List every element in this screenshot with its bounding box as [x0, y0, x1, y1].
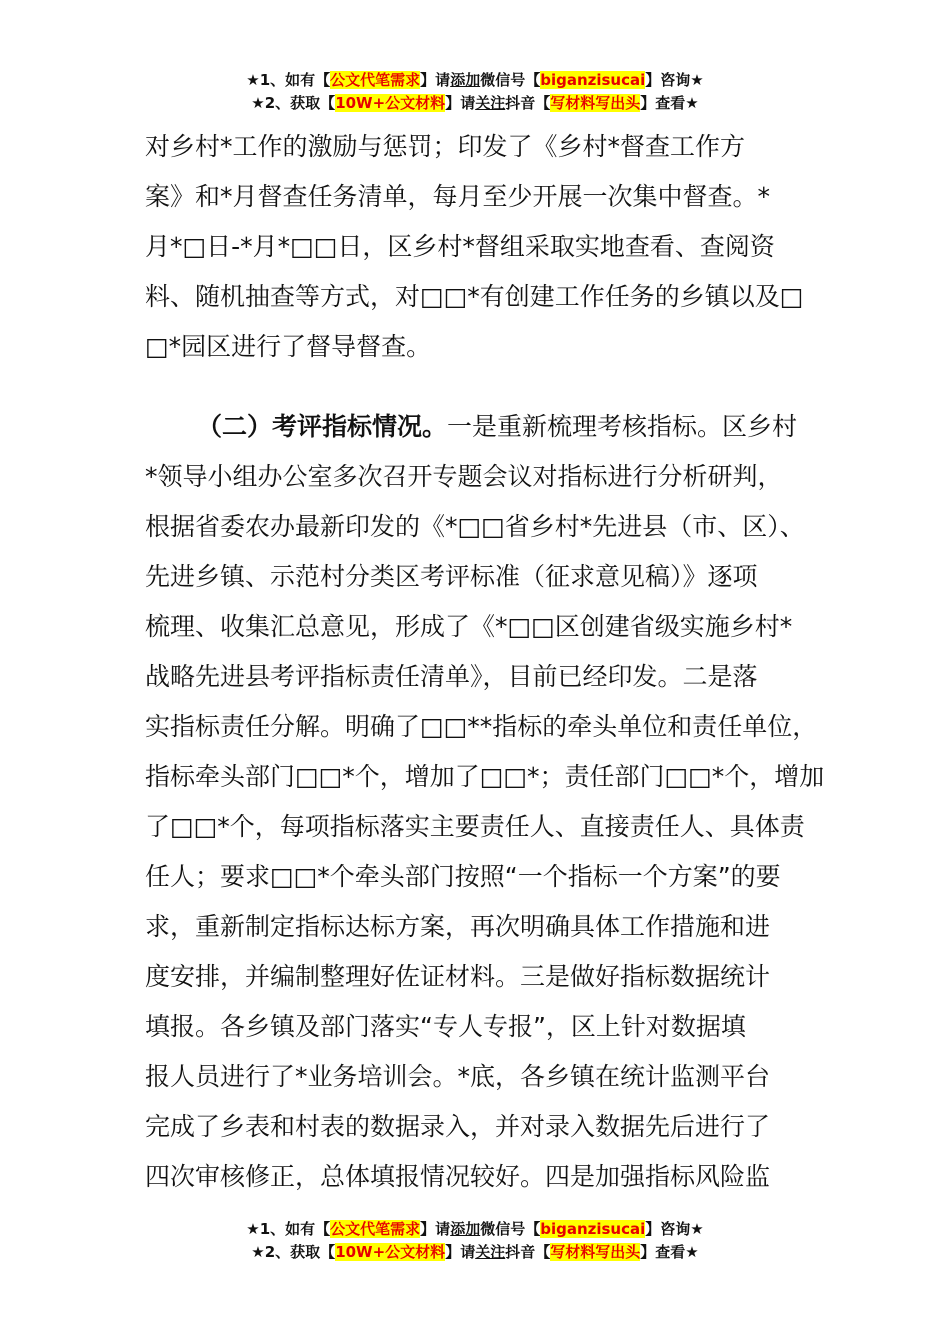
text-line: 梳理、收集汇总意见，形成了《*□□区创建省级实施乡村* [145, 612, 793, 641]
banner-text: 抖音【 [505, 94, 551, 112]
banner-text: 】咨询★ [645, 1220, 704, 1238]
banner-text: 】咨询★ [645, 71, 704, 89]
banner-underlined: 添加 [450, 1220, 481, 1238]
banner-text: 】请 [420, 71, 451, 89]
banner-text: 】查看★ [640, 1243, 699, 1261]
banner-text: ★1、如有【 [246, 1220, 331, 1238]
banner-text: 】请 [445, 1243, 476, 1261]
banner-text: 】请 [445, 94, 476, 112]
banner-underlined: 添加 [450, 71, 481, 89]
document-body [145, 122, 825, 1202]
banner-text: ★2、获取【 [251, 1243, 336, 1261]
text-line: 实指标责任分解。明确了□□**指标的牵头单位和责任单位， [145, 712, 818, 741]
text-line: 战略先进县考评指标责任清单》，目前已经印发。二是落 [145, 662, 758, 691]
banner-line-2 [0, 92, 950, 115]
text-line: 了□□*个，每项指标落实主要责任人、直接责任人、具体责 [145, 812, 805, 841]
banner-text: 抖音【 [505, 1243, 551, 1261]
banner-text: ★2、获取【 [251, 94, 336, 112]
banner-text: ★1、如有【 [246, 71, 331, 89]
text-line: 求，重新制定指标达标方案，再次明确具体工作措施和进 [145, 912, 771, 941]
banner-highlight: 10W+公文材料 [335, 1243, 446, 1261]
banner-highlight: 10W+公文材料 [335, 94, 446, 112]
header-banner [0, 69, 950, 115]
text-line: □*园区进行了督导督查。 [145, 332, 432, 361]
banner-text: 微信号【 [480, 71, 541, 89]
text-line-first [145, 402, 825, 452]
banner-highlight: 公文代笔需求 [330, 1220, 421, 1238]
text-line: 完成了乡表和村表的数据录入，并对录入数据先后进行了 [145, 1112, 771, 1141]
banner-underlined: 关注 [475, 94, 506, 112]
banner-highlight: 写材料写出头 [550, 94, 641, 112]
text-line: 案》和*月督查任务清单，每月至少开展一次集中督查。* [145, 182, 771, 211]
banner-underlined: 关注 [475, 1243, 506, 1261]
banner-highlight: 写材料写出头 [550, 1243, 641, 1261]
section-heading: （二）考评指标情况。 [197, 412, 448, 441]
banner-text: 】请 [420, 1220, 451, 1238]
banner-line-1 [0, 69, 950, 92]
text-line: 报人员进行了*业务培训会。*底，各乡镇在统计监测平台 [145, 1062, 771, 1091]
text-line: 先进乡镇、示范村分类区考评标准（征求意见稿）》逐项 [145, 562, 758, 591]
banner-text: 微信号【 [480, 1220, 541, 1238]
text-run: 一是重新梳理考核指标。区乡村 [447, 412, 798, 441]
text-line: 任人；要求□□*个牵头部门按照“一个指标一个方案”的要 [145, 862, 781, 891]
text-line: 四次审核修正，总体填报情况较好。四是加强指标风险监 [145, 1162, 771, 1191]
text-line: 料、随机抽查等方式，对□□*有创建工作任务的乡镇以及□ [145, 282, 804, 311]
paragraph-1 [145, 122, 825, 372]
text-line: 月*□日-*月*□□日，区乡村*督组采取实地查看、查阅资 [145, 232, 775, 261]
text-line: 根据省委农办最新印发的《*□□省乡村*先进县（市、区）、 [145, 512, 805, 541]
banner-line-2 [0, 1241, 950, 1264]
banner-line-1 [0, 1218, 950, 1241]
text-line: *领导小组办公室多次召开专题会议对指标进行分析研判， [145, 462, 783, 491]
banner-text: 】查看★ [640, 94, 699, 112]
banner-wechat-id: biganzisucai [540, 1220, 646, 1238]
banner-wechat-id: biganzisucai [540, 71, 646, 89]
paragraph-gap [145, 372, 825, 402]
banner-highlight: 公文代笔需求 [330, 71, 421, 89]
text-line: 对乡村*工作的激励与惩罚；印发了《乡村*督查工作方 [145, 132, 746, 161]
text-line: 指标牵头部门□□*个，增加了□□*；责任部门□□*个，增加 [145, 762, 825, 791]
paragraph-2 [145, 402, 825, 1202]
text-line: 度安排，并编制整理好佐证材料。三是做好指标数据统计 [145, 962, 771, 991]
text-line: 填报。各乡镇及部门落实“专人专报”，区上针对数据填 [145, 1012, 746, 1041]
footer-banner [0, 1218, 950, 1264]
